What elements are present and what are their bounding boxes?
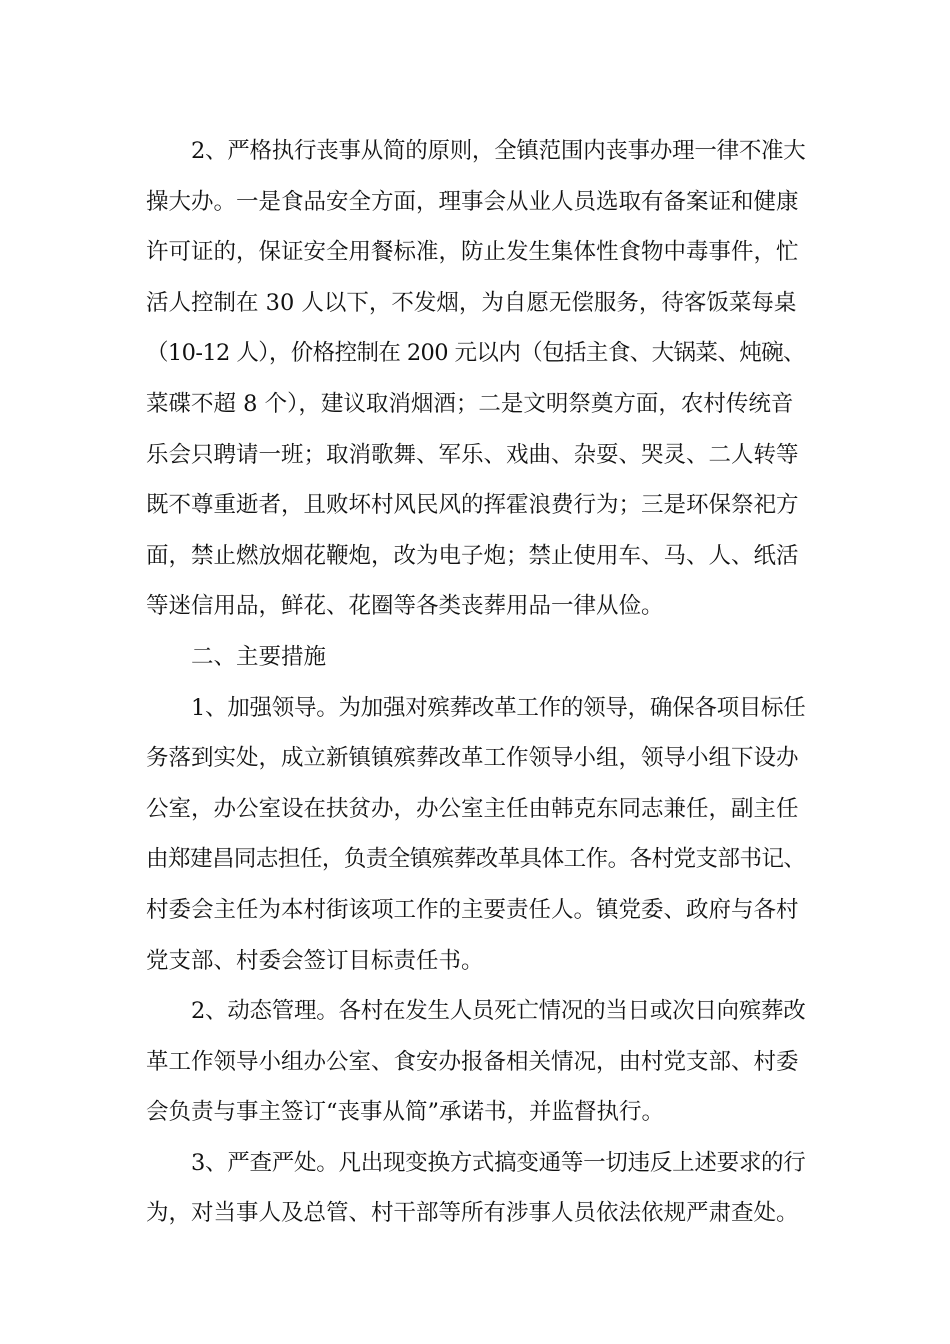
text-line: 操大办。一是食品安全方面，理事会从业人员选取有备案证和健康 (146, 188, 799, 215)
document-body (146, 126, 806, 1239)
text-line: 2、严格执行丧事从简的原则，全镇范围内丧事办理一律不准大 (191, 138, 806, 164)
text-line: 菜碟不超 8 个），建议取消烟酒；二是文明祭奠方面，农村传统音 (146, 390, 794, 417)
text-line: 乐会只聘请一班；取消歌舞、军乐、戏曲、杂耍、哭灵、二人转等 (146, 441, 799, 468)
text-line: 公室，办公室设在扶贫办，办公室主任由韩克东同志兼任，副主任 (146, 795, 799, 822)
text-line: 二、主要措施 (191, 643, 327, 670)
text-line: 党支部、村委会签订目标责任书。 (146, 947, 484, 974)
text-line: 许可证的，保证安全用餐标准，防止发生集体性食物中毒事件，忙 (146, 239, 799, 266)
text-line: 1、加强领导。为加强对殡葬改革工作的领导，确保各项目标任 (191, 694, 806, 721)
text-line: 为，对当事人及总管、村干部等所有涉事人员依法依规严肃查处。 (146, 1200, 799, 1227)
text-line: 由郑建昌同志担任，负责全镇殡葬改革具体工作。各村党支部书记、 (146, 846, 806, 873)
text-line: 活人控制在 30 人以下，不发烟，为自愿无偿服务，待客饭菜每桌 (146, 289, 797, 316)
text-line: 2、动态管理。各村在发生人员死亡情况的当日或次日向殡葬改 (191, 998, 806, 1025)
text-line: 会负责与事主签订“丧事从简”承诺书，并监督执行。 (146, 1099, 665, 1126)
text-line: 村委会主任为本村街该项工作的主要责任人。镇党委、政府与各村 (146, 896, 799, 923)
text-line: 等迷信用品，鲜花、花圈等各类丧葬用品一律从俭。 (146, 593, 664, 620)
text-line: 3、严查严处。凡出现变换方式搞变通等一切违反上述要求的行 (191, 1149, 806, 1176)
text-line: 面，禁止燃放烟花鞭炮，改为电子炮；禁止使用车、马、人、纸活 (146, 542, 799, 569)
text-line: 既不尊重逝者，且败坏村风民风的挥霍浪费行为；三是环保祭祀方 (146, 492, 799, 519)
text-line: 革工作领导小组办公室、食安办报备相关情况，由村党支部、村委 (146, 1048, 799, 1075)
text-line: （10-12 人），价格控制在 200 元以内（包括主食、大锅菜、炖碗、 (146, 340, 805, 367)
text-line: 务落到实处，成立新镇镇殡葬改革工作领导小组，领导小组下设办 (146, 745, 799, 772)
